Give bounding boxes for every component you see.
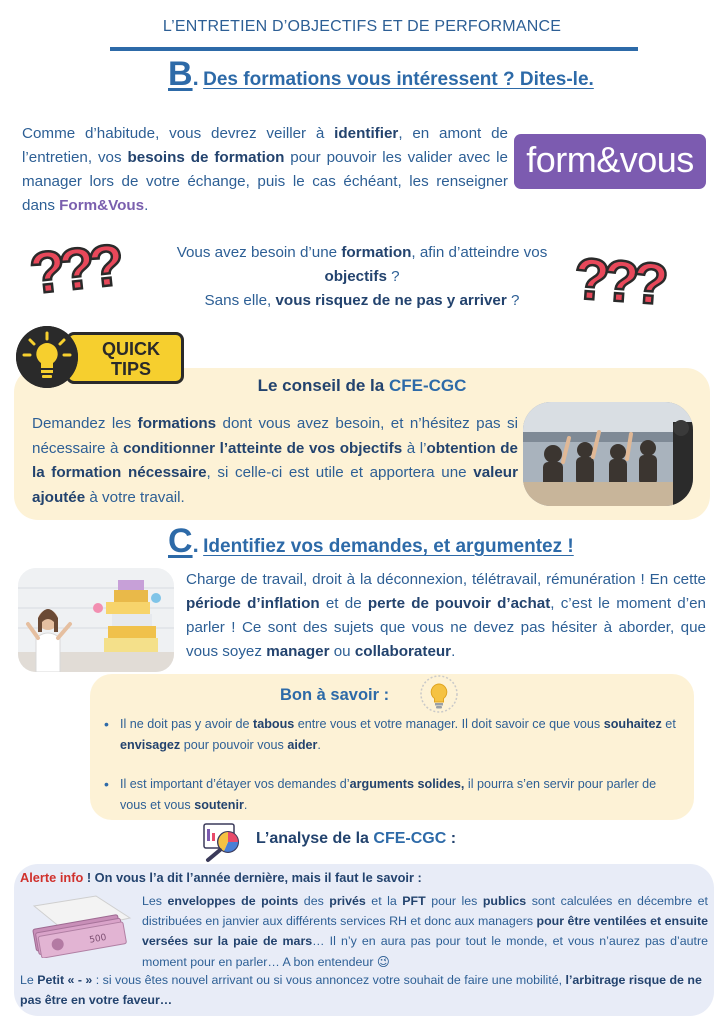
svg-text:500: 500 <box>88 932 108 946</box>
formvous-brand-text: Form&Vous <box>59 197 145 214</box>
classroom-photo <box>523 402 693 506</box>
banknotes-icon <box>26 888 136 958</box>
section-b-dot: . <box>192 65 199 90</box>
petit-moins-text: Le Petit « - » : si vous êtes nouvel arrivant ou si vous annoncez votre souhait de faire une mobilité, l’arbitrage risque de ne pas être en votre faveur… <box>20 973 702 1008</box>
bon-a-savoir-item: • Il est important d’étayer vos demandes d’arguments solides, il pourra s’en servir pour parler de vous et vous soutenir. <box>102 774 682 816</box>
section-b-letter: B <box>168 55 193 93</box>
analyse-heading: L’analyse de la CFE-CGC : <box>256 830 457 847</box>
tips-text: Demandez les formations dont vous avez besoin, et n’hésitez pas si nécessaire à conditionner l’atteinte de vos objectifs à l’obtention de la formation nécessaire, si celle-ci est utile et apportera une valeur ajoutée à votre travail. <box>32 415 518 506</box>
section-c-dot: . <box>192 532 199 557</box>
lightbulb-icon <box>418 674 460 716</box>
office-workload-photo <box>18 568 174 672</box>
bon-a-savoir-heading: Bon à savoir : <box>280 686 390 704</box>
section-c-heading <box>168 522 574 561</box>
section-c-intro: Charge de travail, droit à la déconnexion, télétravail, rémunération ! En cette période d’inflation et de perte de pouvoir d’achat, c’est le moment d’en parler ! Ce sont des sujets que vous ne devez pas hésiter à aborder, que vous soyez manager ou collaborateur. <box>186 571 706 660</box>
analyse-text: Les enveloppes de points des privés et la PFT pour les publics sont calculées en décembre et distribuées en janvier aux différents services RH et donc aux managers pour être ventilées et ensuite versées sur la paie de mars… Il n’y en aura pas pour tout le monde, et vous n’aurez pas d’autre moment pour en parler… A bon entendeur 😉 <box>142 894 708 969</box>
alert-info-label: Alerte info <box>20 870 84 885</box>
header-divider <box>110 47 638 51</box>
section-b-heading <box>168 55 594 94</box>
training-question: Vous avez besoin d’une formation, afin d’atteindre vos objectifs ? Sans elle, vous risquez de ne pas y arriver ? <box>176 244 548 309</box>
page-header-title: L’ENTRETIEN D’OBJECTIFS ET DE PERFORMANCE <box>162 18 562 35</box>
section-c-letter: C <box>168 522 193 560</box>
bon-a-savoir-item: • Il ne doit pas y avoir de tabous entre vous et votre manager. Il doit savoir ce que vous souhaitez et envisagez pour pouvoir vous aider. <box>102 714 682 756</box>
wink-emoji-icon: 😉 <box>376 954 390 969</box>
section-c-title: Identifiez vos demandes, et argumentez ! <box>203 536 574 557</box>
quick-tips-badge: QUICK TIPS <box>66 332 184 384</box>
question-marks-icon: ??? <box>571 245 665 318</box>
section-b-title: Des formations vous intéressent ? Dites-le. <box>203 69 594 90</box>
section-b-intro: Comme d’habitude, vous devrez veiller à identifier, en amont de l’entretien, vos besoins de formation pour pouvoir les valider avec le manager lors de votre échange, puis le cas échéant, les renseigner dans Form&Vous. <box>22 125 508 214</box>
formvous-logo: form&vous <box>514 134 706 189</box>
alert-info-line: Alerte info ! On vous l’a dit l’année dernière, mais il faut le savoir : <box>20 870 422 885</box>
chart-magnifier-icon <box>198 820 250 864</box>
question-marks-icon: ??? <box>26 232 122 307</box>
tips-heading: Le conseil de la CFE-CGC <box>257 376 467 395</box>
